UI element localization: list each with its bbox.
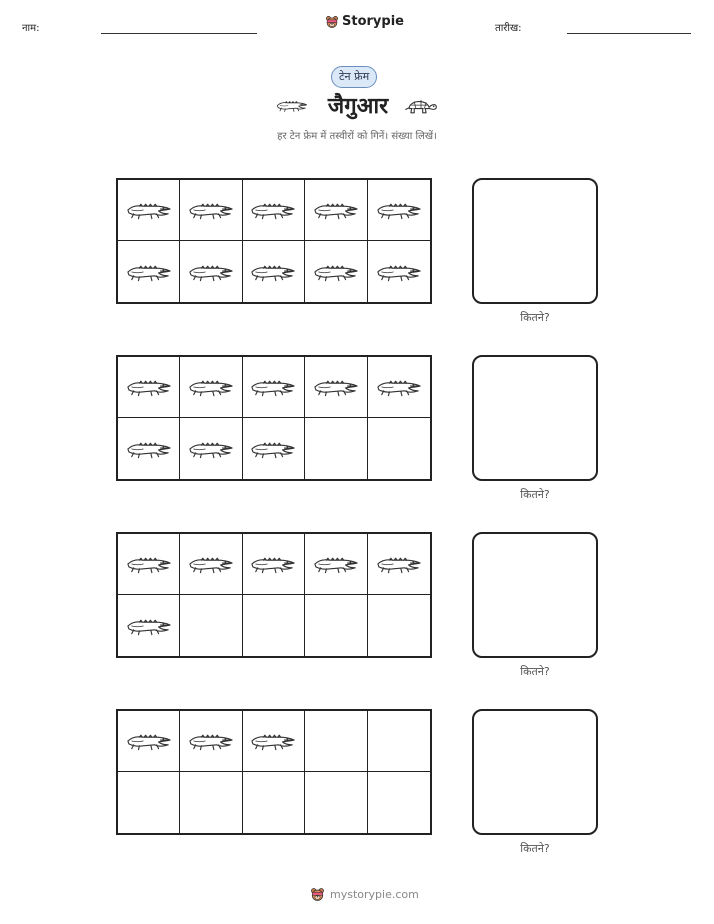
frame-cell bbox=[305, 772, 367, 833]
turtle-icon bbox=[404, 95, 438, 117]
frame-cell bbox=[180, 595, 242, 656]
crocodile-icon bbox=[376, 553, 422, 575]
answer-box[interactable] bbox=[472, 355, 598, 481]
frame-cell bbox=[305, 180, 367, 241]
answer-box[interactable] bbox=[472, 532, 598, 658]
footer bbox=[310, 887, 419, 902]
crocodile-icon bbox=[126, 199, 172, 221]
crocodile-icon bbox=[250, 199, 296, 221]
name-field[interactable] bbox=[101, 33, 257, 34]
crocodile-icon bbox=[188, 261, 234, 283]
crocodile-icon bbox=[376, 261, 422, 283]
frame-cell bbox=[368, 180, 430, 241]
frame-cell bbox=[243, 357, 305, 418]
frame-cell bbox=[180, 418, 242, 479]
frame-cell bbox=[305, 241, 367, 302]
frame-cell bbox=[180, 711, 242, 772]
crocodile-icon bbox=[250, 376, 296, 398]
frame-cell bbox=[118, 357, 180, 418]
frame-cell bbox=[243, 595, 305, 656]
answer-box[interactable] bbox=[472, 178, 598, 304]
date-field[interactable] bbox=[567, 33, 691, 34]
frame-cell bbox=[305, 534, 367, 595]
crocodile-icon bbox=[188, 199, 234, 221]
ten-frame bbox=[116, 178, 432, 304]
frame-cell bbox=[180, 241, 242, 302]
frame-cell bbox=[368, 241, 430, 302]
crocodile-icon bbox=[126, 615, 172, 637]
frame-cell bbox=[243, 534, 305, 595]
frame-cell bbox=[180, 180, 242, 241]
frame-cell bbox=[118, 711, 180, 772]
answer-label: कितने? bbox=[520, 665, 550, 678]
crocodile-icon bbox=[276, 98, 308, 113]
crocodile-icon bbox=[250, 438, 296, 460]
answer-label: कितने? bbox=[520, 488, 550, 501]
frame-cell bbox=[368, 595, 430, 656]
frame-cell bbox=[305, 595, 367, 656]
crocodile-icon bbox=[188, 553, 234, 575]
brand-name: Storypie bbox=[342, 14, 404, 29]
frame-cell bbox=[368, 534, 430, 595]
crocodile-icon bbox=[188, 376, 234, 398]
answer-label: कितने? bbox=[520, 311, 550, 324]
frame-cell bbox=[243, 180, 305, 241]
crocodile-icon bbox=[126, 376, 172, 398]
frame-cell bbox=[243, 711, 305, 772]
crocodile-icon bbox=[250, 553, 296, 575]
crocodile-icon bbox=[313, 199, 359, 221]
crocodile-icon bbox=[188, 730, 234, 752]
frame-cell bbox=[243, 418, 305, 479]
frame-cell bbox=[180, 357, 242, 418]
frame-cell bbox=[243, 772, 305, 833]
instructions: हर टेन फ्रेम में तस्वीरों को गिनें। संख्या लिखें। bbox=[277, 131, 437, 142]
ten-frame bbox=[116, 355, 432, 481]
frame-cell bbox=[368, 711, 430, 772]
bear-logo-icon bbox=[325, 15, 339, 29]
worksheet-title: जैगुआर bbox=[327, 94, 389, 119]
frame-cell bbox=[368, 418, 430, 479]
crocodile-icon bbox=[376, 376, 422, 398]
crocodile-icon bbox=[250, 261, 296, 283]
date-label: तारीख: bbox=[495, 23, 522, 34]
crocodile-icon bbox=[250, 730, 296, 752]
ten-frame bbox=[116, 532, 432, 658]
frame-cell bbox=[118, 241, 180, 302]
name-label: नाम: bbox=[22, 23, 40, 34]
crocodile-icon bbox=[376, 199, 422, 221]
frame-cell bbox=[118, 595, 180, 656]
frame-cell bbox=[118, 418, 180, 479]
frame-cell bbox=[118, 534, 180, 595]
frame-cell bbox=[118, 180, 180, 241]
footer-site: mystorypie.com bbox=[330, 888, 419, 901]
answer-label: कितने? bbox=[520, 842, 550, 855]
crocodile-icon bbox=[313, 376, 359, 398]
frame-cell bbox=[180, 772, 242, 833]
brand-logo bbox=[325, 14, 404, 29]
frame-cell bbox=[305, 357, 367, 418]
crocodile-icon bbox=[126, 438, 172, 460]
frame-cell bbox=[305, 711, 367, 772]
crocodile-icon bbox=[188, 438, 234, 460]
crocodile-icon bbox=[313, 261, 359, 283]
bear-logo-icon bbox=[310, 887, 325, 902]
ten-frame bbox=[116, 709, 432, 835]
frame-cell bbox=[118, 772, 180, 833]
frame-cell bbox=[368, 772, 430, 833]
frame-cell bbox=[305, 418, 367, 479]
crocodile-icon bbox=[126, 730, 172, 752]
answer-box[interactable] bbox=[472, 709, 598, 835]
frame-cell bbox=[180, 534, 242, 595]
crocodile-icon bbox=[313, 553, 359, 575]
worksheet-type-badge: टेन फ्रेम bbox=[331, 66, 377, 88]
crocodile-icon bbox=[126, 553, 172, 575]
frame-cell bbox=[368, 357, 430, 418]
crocodile-icon bbox=[126, 261, 172, 283]
frame-cell bbox=[243, 241, 305, 302]
